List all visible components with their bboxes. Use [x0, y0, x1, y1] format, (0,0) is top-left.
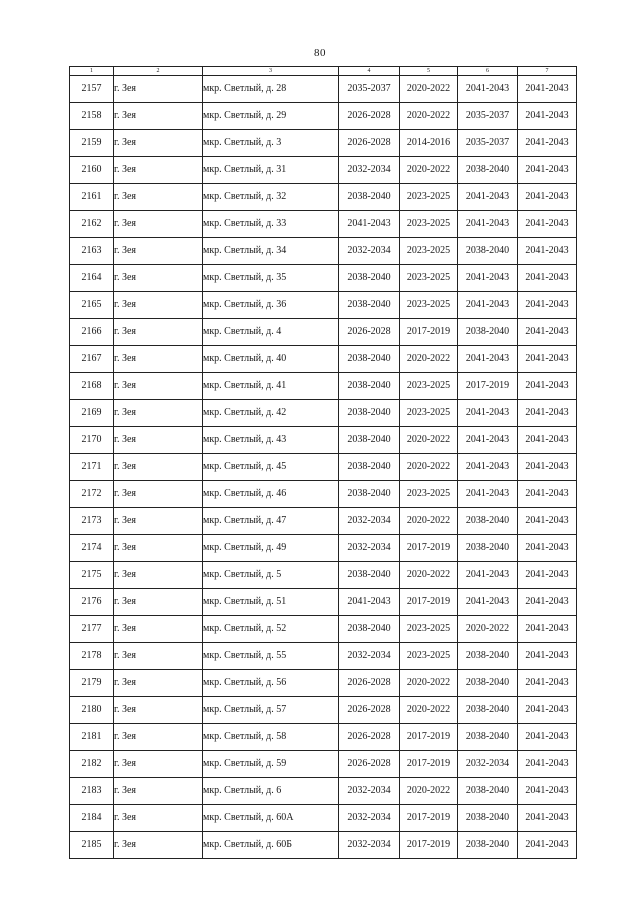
address-cell: мкр. Светлый, д. 60Б [203, 832, 339, 859]
period-cell: 2020-2022 [400, 157, 458, 184]
period-cell: 2041-2043 [518, 265, 577, 292]
city-cell: г. Зея [114, 832, 203, 859]
address-cell: мкр. Светлый, д. 58 [203, 724, 339, 751]
period-cell: 2038-2040 [339, 481, 400, 508]
table-row [70, 292, 577, 319]
period-cell: 2017-2019 [400, 805, 458, 832]
city-cell: г. Зея [114, 508, 203, 535]
address-cell: мкр. Светлый, д. 28 [203, 76, 339, 103]
row-number-cell: 2184 [70, 805, 114, 832]
row-number-cell: 2176 [70, 589, 114, 616]
period-cell: 2032-2034 [339, 535, 400, 562]
row-number-cell: 2174 [70, 535, 114, 562]
city-cell: г. Зея [114, 427, 203, 454]
period-cell: 2038-2040 [458, 697, 518, 724]
address-cell: мкр. Светлый, д. 56 [203, 670, 339, 697]
period-cell: 2041-2043 [518, 616, 577, 643]
city-cell: г. Зея [114, 184, 203, 211]
period-cell: 2041-2043 [518, 400, 577, 427]
address-cell: мкр. Светлый, д. 52 [203, 616, 339, 643]
period-cell: 2020-2022 [458, 616, 518, 643]
period-cell: 2026-2028 [339, 751, 400, 778]
row-number-cell: 2158 [70, 103, 114, 130]
table-row [70, 238, 577, 265]
address-cell: мкр. Светлый, д. 31 [203, 157, 339, 184]
period-cell: 2023-2025 [400, 373, 458, 400]
period-cell: 2041-2043 [518, 670, 577, 697]
column-header: 3 [203, 67, 339, 76]
table-row [70, 751, 577, 778]
period-cell: 2017-2019 [400, 724, 458, 751]
period-cell: 2038-2040 [339, 346, 400, 373]
address-cell: мкр. Светлый, д. 55 [203, 643, 339, 670]
row-number-cell: 2172 [70, 481, 114, 508]
city-cell: г. Зея [114, 751, 203, 778]
table-row [70, 508, 577, 535]
city-cell: г. Зея [114, 481, 203, 508]
period-cell: 2038-2040 [458, 508, 518, 535]
city-cell: г. Зея [114, 238, 203, 265]
period-cell: 2023-2025 [400, 184, 458, 211]
period-cell: 2017-2019 [400, 319, 458, 346]
period-cell: 2038-2040 [458, 670, 518, 697]
period-cell: 2026-2028 [339, 697, 400, 724]
city-cell: г. Зея [114, 724, 203, 751]
city-cell: г. Зея [114, 292, 203, 319]
period-cell: 2041-2043 [339, 589, 400, 616]
period-cell: 2020-2022 [400, 76, 458, 103]
period-cell: 2041-2043 [458, 562, 518, 589]
header-row [70, 67, 577, 76]
period-cell: 2035-2037 [458, 130, 518, 157]
period-cell: 2038-2040 [339, 292, 400, 319]
period-cell: 2023-2025 [400, 616, 458, 643]
row-number-cell: 2173 [70, 508, 114, 535]
period-cell: 2038-2040 [339, 427, 400, 454]
row-number-cell: 2160 [70, 157, 114, 184]
table-row [70, 211, 577, 238]
period-cell: 2032-2034 [339, 832, 400, 859]
period-cell: 2032-2034 [339, 238, 400, 265]
period-cell: 2032-2034 [339, 508, 400, 535]
city-cell: г. Зея [114, 76, 203, 103]
period-cell: 2035-2037 [339, 76, 400, 103]
period-cell: 2041-2043 [518, 697, 577, 724]
address-cell: мкр. Светлый, д. 5 [203, 562, 339, 589]
period-cell: 2038-2040 [339, 265, 400, 292]
period-cell: 2020-2022 [400, 427, 458, 454]
period-cell: 2041-2043 [518, 427, 577, 454]
period-cell: 2038-2040 [458, 319, 518, 346]
table-row [70, 535, 577, 562]
row-number-cell: 2166 [70, 319, 114, 346]
period-cell: 2041-2043 [458, 589, 518, 616]
row-number-cell: 2157 [70, 76, 114, 103]
period-cell: 2041-2043 [518, 130, 577, 157]
row-number-cell: 2181 [70, 724, 114, 751]
address-cell: мкр. Светлый, д. 29 [203, 103, 339, 130]
column-header: 6 [458, 67, 518, 76]
address-cell: мкр. Светлый, д. 36 [203, 292, 339, 319]
row-number-cell: 2183 [70, 778, 114, 805]
period-cell: 2032-2034 [339, 805, 400, 832]
period-cell: 2032-2034 [339, 778, 400, 805]
period-cell: 2038-2040 [458, 724, 518, 751]
city-cell: г. Зея [114, 346, 203, 373]
city-cell: г. Зея [114, 562, 203, 589]
period-cell: 2041-2043 [518, 346, 577, 373]
table-row [70, 616, 577, 643]
period-cell: 2041-2043 [518, 832, 577, 859]
city-cell: г. Зея [114, 400, 203, 427]
period-cell: 2041-2043 [518, 778, 577, 805]
row-number-cell: 2179 [70, 670, 114, 697]
row-number-cell: 2185 [70, 832, 114, 859]
row-number-cell: 2170 [70, 427, 114, 454]
period-cell: 2041-2043 [458, 454, 518, 481]
city-cell: г. Зея [114, 805, 203, 832]
period-cell: 2023-2025 [400, 643, 458, 670]
period-cell: 2041-2043 [518, 319, 577, 346]
period-cell: 2038-2040 [458, 643, 518, 670]
period-cell: 2038-2040 [339, 184, 400, 211]
period-cell: 2038-2040 [458, 778, 518, 805]
table-row [70, 346, 577, 373]
period-cell: 2020-2022 [400, 508, 458, 535]
period-cell: 2041-2043 [518, 103, 577, 130]
period-cell: 2041-2043 [518, 157, 577, 184]
row-number-cell: 2165 [70, 292, 114, 319]
period-cell: 2041-2043 [518, 211, 577, 238]
period-cell: 2017-2019 [458, 373, 518, 400]
table-row [70, 562, 577, 589]
table-row [70, 130, 577, 157]
period-cell: 2035-2037 [458, 103, 518, 130]
period-cell: 2023-2025 [400, 238, 458, 265]
period-cell: 2041-2043 [518, 184, 577, 211]
period-cell: 2041-2043 [458, 211, 518, 238]
period-cell: 2041-2043 [339, 211, 400, 238]
row-number-cell: 2182 [70, 751, 114, 778]
period-cell: 2041-2043 [458, 184, 518, 211]
table-row [70, 805, 577, 832]
address-cell: мкр. Светлый, д. 49 [203, 535, 339, 562]
period-cell: 2041-2043 [518, 751, 577, 778]
row-number-cell: 2161 [70, 184, 114, 211]
city-cell: г. Зея [114, 535, 203, 562]
address-cell: мкр. Светлый, д. 59 [203, 751, 339, 778]
row-number-cell: 2171 [70, 454, 114, 481]
table-row [70, 265, 577, 292]
period-cell: 2041-2043 [458, 76, 518, 103]
period-cell: 2041-2043 [518, 805, 577, 832]
table-row [70, 832, 577, 859]
period-cell: 2020-2022 [400, 454, 458, 481]
period-cell: 2032-2034 [458, 751, 518, 778]
period-cell: 2041-2043 [518, 292, 577, 319]
city-cell: г. Зея [114, 697, 203, 724]
period-cell: 2041-2043 [518, 481, 577, 508]
period-cell: 2023-2025 [400, 481, 458, 508]
period-cell: 2041-2043 [518, 373, 577, 400]
table-body [70, 76, 577, 859]
city-cell: г. Зея [114, 670, 203, 697]
period-cell: 2038-2040 [458, 535, 518, 562]
period-cell: 2026-2028 [339, 103, 400, 130]
period-cell: 2041-2043 [458, 346, 518, 373]
table-row [70, 481, 577, 508]
period-cell: 2038-2040 [458, 238, 518, 265]
period-cell: 2041-2043 [458, 427, 518, 454]
period-cell: 2041-2043 [518, 589, 577, 616]
page-number: 80 [314, 47, 326, 59]
city-cell: г. Зея [114, 130, 203, 157]
row-number-cell: 2169 [70, 400, 114, 427]
table-row [70, 724, 577, 751]
table-row [70, 589, 577, 616]
address-cell: мкр. Светлый, д. 35 [203, 265, 339, 292]
period-cell: 2026-2028 [339, 130, 400, 157]
table-row [70, 643, 577, 670]
period-cell: 2038-2040 [339, 373, 400, 400]
row-number-cell: 2178 [70, 643, 114, 670]
address-cell: мкр. Светлый, д. 34 [203, 238, 339, 265]
address-cell: мкр. Светлый, д. 40 [203, 346, 339, 373]
table-header [70, 67, 577, 76]
period-cell: 2017-2019 [400, 832, 458, 859]
address-cell: мкр. Светлый, д. 6 [203, 778, 339, 805]
period-cell: 2041-2043 [458, 265, 518, 292]
address-cell: мкр. Светлый, д. 46 [203, 481, 339, 508]
city-cell: г. Зея [114, 157, 203, 184]
address-cell: мкр. Светлый, д. 42 [203, 400, 339, 427]
table-row [70, 670, 577, 697]
housing-register-table [69, 66, 577, 859]
row-number-cell: 2168 [70, 373, 114, 400]
period-cell: 2020-2022 [400, 346, 458, 373]
period-cell: 2038-2040 [458, 157, 518, 184]
table-row [70, 103, 577, 130]
period-cell: 2041-2043 [518, 724, 577, 751]
period-cell: 2017-2019 [400, 751, 458, 778]
city-cell: г. Зея [114, 373, 203, 400]
row-number-cell: 2162 [70, 211, 114, 238]
table-row [70, 778, 577, 805]
address-cell: мкр. Светлый, д. 57 [203, 697, 339, 724]
period-cell: 2023-2025 [400, 265, 458, 292]
period-cell: 2020-2022 [400, 778, 458, 805]
city-cell: г. Зея [114, 643, 203, 670]
period-cell: 2041-2043 [518, 76, 577, 103]
period-cell: 2041-2043 [518, 562, 577, 589]
period-cell: 2038-2040 [458, 832, 518, 859]
city-cell: г. Зея [114, 103, 203, 130]
period-cell: 2023-2025 [400, 292, 458, 319]
period-cell: 2038-2040 [339, 616, 400, 643]
row-number-cell: 2177 [70, 616, 114, 643]
table-row [70, 373, 577, 400]
table-row [70, 427, 577, 454]
address-cell: мкр. Светлый, д. 41 [203, 373, 339, 400]
table-row [70, 184, 577, 211]
column-header: 5 [400, 67, 458, 76]
address-cell: мкр. Светлый, д. 33 [203, 211, 339, 238]
period-cell: 2023-2025 [400, 400, 458, 427]
period-cell: 2041-2043 [518, 238, 577, 265]
period-cell: 2032-2034 [339, 643, 400, 670]
address-cell: мкр. Светлый, д. 45 [203, 454, 339, 481]
city-cell: г. Зея [114, 616, 203, 643]
period-cell: 2038-2040 [339, 454, 400, 481]
period-cell: 2020-2022 [400, 697, 458, 724]
row-number-cell: 2164 [70, 265, 114, 292]
table-row [70, 697, 577, 724]
city-cell: г. Зея [114, 589, 203, 616]
city-cell: г. Зея [114, 265, 203, 292]
period-cell: 2020-2022 [400, 670, 458, 697]
period-cell: 2023-2025 [400, 211, 458, 238]
period-cell: 2026-2028 [339, 724, 400, 751]
address-cell: мкр. Светлый, д. 47 [203, 508, 339, 535]
row-number-cell: 2163 [70, 238, 114, 265]
period-cell: 2041-2043 [458, 292, 518, 319]
table-row [70, 400, 577, 427]
table-row [70, 76, 577, 103]
table-row [70, 454, 577, 481]
period-cell: 2041-2043 [518, 643, 577, 670]
city-cell: г. Зея [114, 211, 203, 238]
table-row [70, 157, 577, 184]
row-number-cell: 2159 [70, 130, 114, 157]
address-cell: мкр. Светлый, д. 4 [203, 319, 339, 346]
address-cell: мкр. Светлый, д. 60А [203, 805, 339, 832]
address-cell: мкр. Светлый, д. 43 [203, 427, 339, 454]
period-cell: 2017-2019 [400, 589, 458, 616]
period-cell: 2041-2043 [518, 535, 577, 562]
period-cell: 2041-2043 [458, 400, 518, 427]
table-row [70, 319, 577, 346]
period-cell: 2041-2043 [458, 481, 518, 508]
row-number-cell: 2180 [70, 697, 114, 724]
address-cell: мкр. Светлый, д. 3 [203, 130, 339, 157]
column-header: 7 [518, 67, 577, 76]
address-cell: мкр. Светлый, д. 51 [203, 589, 339, 616]
city-cell: г. Зея [114, 319, 203, 346]
column-header: 4 [339, 67, 400, 76]
period-cell: 2038-2040 [339, 400, 400, 427]
period-cell: 2041-2043 [518, 454, 577, 481]
period-cell: 2020-2022 [400, 103, 458, 130]
column-header: 2 [114, 67, 203, 76]
period-cell: 2041-2043 [518, 508, 577, 535]
period-cell: 2020-2022 [400, 562, 458, 589]
period-cell: 2032-2034 [339, 157, 400, 184]
city-cell: г. Зея [114, 778, 203, 805]
period-cell: 2026-2028 [339, 670, 400, 697]
period-cell: 2017-2019 [400, 535, 458, 562]
city-cell: г. Зея [114, 454, 203, 481]
period-cell: 2038-2040 [339, 562, 400, 589]
address-cell: мкр. Светлый, д. 32 [203, 184, 339, 211]
row-number-cell: 2167 [70, 346, 114, 373]
column-header: 1 [70, 67, 114, 76]
period-cell: 2026-2028 [339, 319, 400, 346]
row-number-cell: 2175 [70, 562, 114, 589]
period-cell: 2014-2016 [400, 130, 458, 157]
period-cell: 2038-2040 [458, 805, 518, 832]
